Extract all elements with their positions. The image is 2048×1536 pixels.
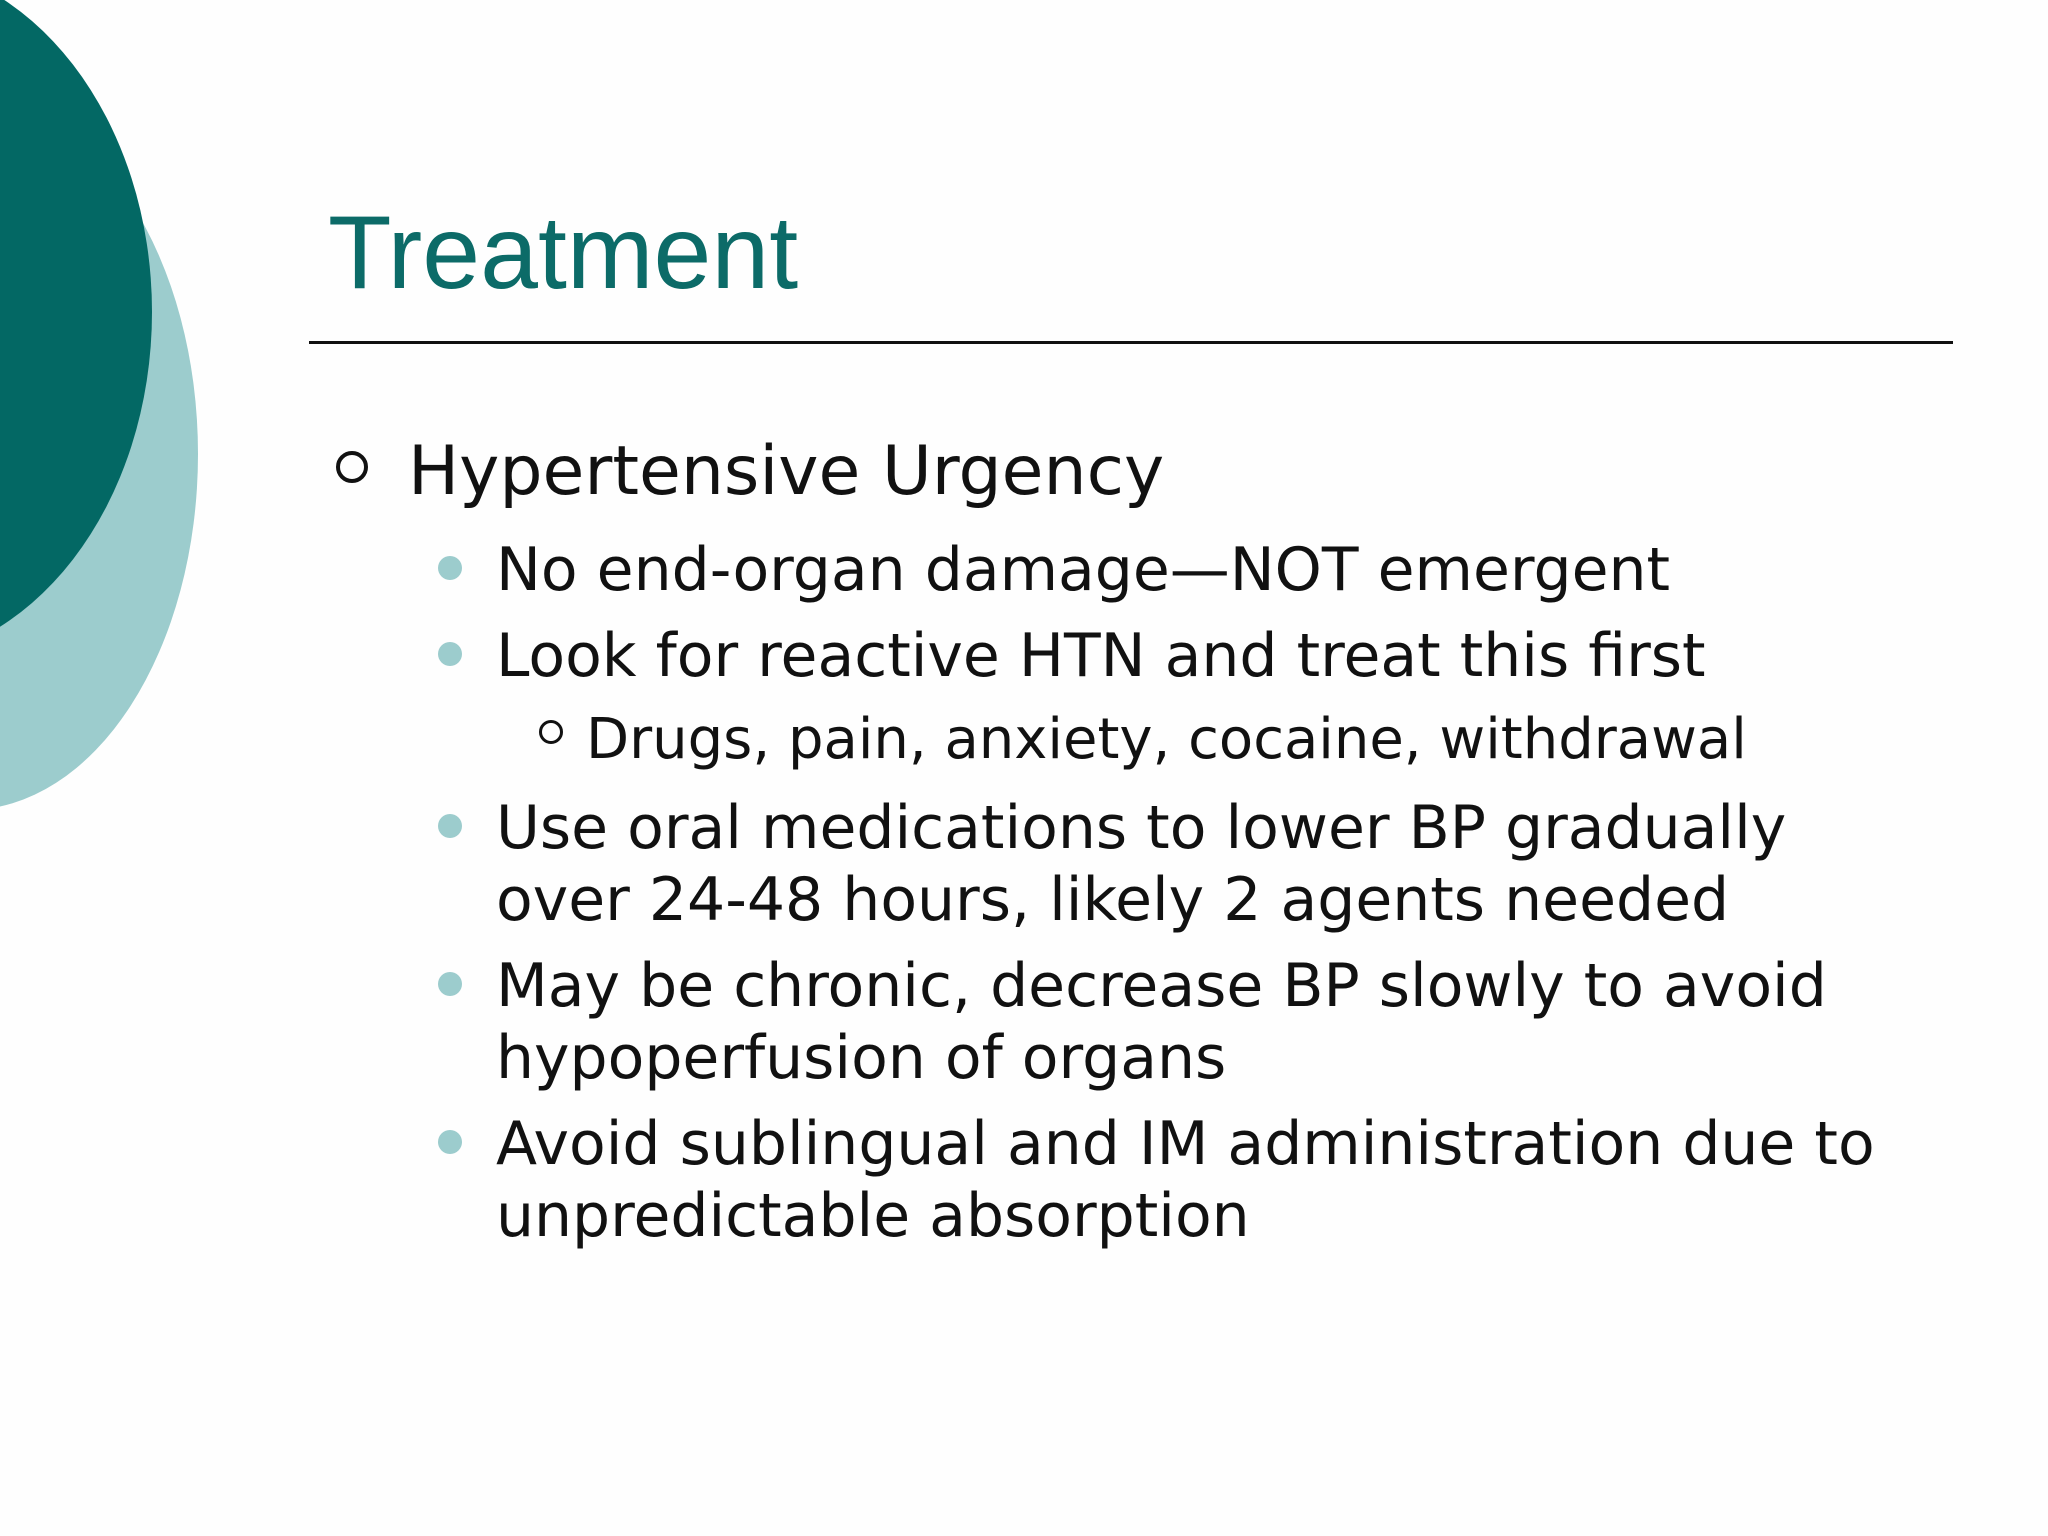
slide-title: Treatment — [328, 195, 799, 311]
filled-dot-icon — [438, 1130, 462, 1154]
bullet-point-line-2: hypoperfusion of organs — [496, 1023, 1227, 1093]
small-hollow-circle-icon — [539, 720, 563, 744]
bullet-point-line-1: Avoid sublingual and IM administration due to — [496, 1109, 1875, 1179]
bullet-point-line-2: unpredictable absorption — [496, 1181, 1250, 1251]
bullet-point: No end-organ damage—NOT emergent — [496, 535, 1671, 605]
sub-bullet-point: Drugs, pain, anxiety, cocaine, withdrawal — [586, 707, 1747, 772]
bullet-point-line-1: Use oral medications to lower BP gradually — [496, 793, 1787, 863]
filled-dot-icon — [438, 556, 462, 580]
hollow-circle-icon — [336, 451, 368, 483]
filled-dot-icon — [438, 642, 462, 666]
bullet-point-line-2: over 24-48 hours, likely 2 agents needed — [496, 865, 1730, 935]
filled-dot-icon — [438, 972, 462, 996]
filled-dot-icon — [438, 814, 462, 838]
bullet-point-line-1: May be chronic, decrease BP slowly to avoid — [496, 951, 1827, 1021]
title-divider — [309, 341, 1953, 344]
bullet-heading: Hypertensive Urgency — [408, 432, 1165, 511]
bullet-point: Look for reactive HTN and treat this first — [496, 621, 1706, 691]
